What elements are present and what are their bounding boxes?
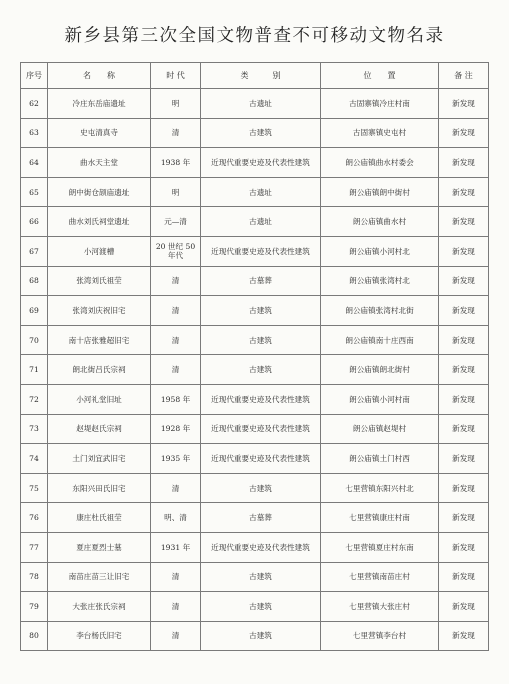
cell-name: 李台杨氏旧宅 [48,621,151,651]
cell-era: 1938 年 [151,148,201,178]
cell-era: 清 [151,266,201,296]
cell-no: 64 [21,148,48,178]
cell-category: 古建筑 [201,621,321,651]
cell-era: 明、清 [151,503,201,533]
cell-note: 新发现 [439,414,489,444]
table-row [21,325,489,355]
cell-note: 新发现 [439,503,489,533]
cell-location: 古固寨镇冷庄村南 [321,89,439,119]
cell-era: 清 [151,562,201,592]
relics-table [20,62,489,651]
header-category: 类 别 [201,63,321,89]
cell-no: 79 [21,592,48,622]
header-name: 名 称 [48,63,151,89]
cell-no: 66 [21,207,48,237]
cell-location: 七里营镇康庄村南 [321,503,439,533]
table-row [21,414,489,444]
cell-note: 新发现 [439,384,489,414]
cell-name: 南苗庄苗三让旧宅 [48,562,151,592]
cell-note: 新发现 [439,325,489,355]
cell-location: 朗公庙镇张湾村北街 [321,296,439,326]
table-row [21,444,489,474]
table-row [21,473,489,503]
cell-location: 七里营镇东阳兴村北 [321,473,439,503]
table-row [21,296,489,326]
cell-location: 朗公庙镇曲水村 [321,207,439,237]
cell-category: 古建筑 [201,592,321,622]
cell-location: 朗公庙镇朗中街村 [321,177,439,207]
cell-era: 清 [151,592,201,622]
header-no: 序号 [21,63,48,89]
cell-name: 朗中街仓颉庙遗址 [48,177,151,207]
cell-name: 史屯清真寺 [48,118,151,148]
cell-category: 近现代重要史迹及代表性建筑 [201,148,321,178]
cell-no: 80 [21,621,48,651]
cell-no: 78 [21,562,48,592]
cell-no: 77 [21,532,48,562]
cell-name: 赵堤赵氏宗祠 [48,414,151,444]
cell-category: 古遗址 [201,207,321,237]
cell-category: 近现代重要史迹及代表性建筑 [201,444,321,474]
cell-category: 古遗址 [201,89,321,119]
cell-category: 古建筑 [201,355,321,385]
cell-name: 南十店张雅超旧宅 [48,325,151,355]
table-row [21,266,489,296]
cell-no: 65 [21,177,48,207]
table-row [21,177,489,207]
cell-category: 古建筑 [201,296,321,326]
cell-era: 1931 年 [151,532,201,562]
cell-location: 七里营镇李台村 [321,621,439,651]
table-row [21,148,489,178]
cell-name: 土门刘宜武旧宅 [48,444,151,474]
cell-name: 大张庄张氏宗祠 [48,592,151,622]
cell-note: 新发现 [439,473,489,503]
cell-era: 明 [151,177,201,207]
cell-location: 七里营镇大张庄村 [321,592,439,622]
cell-category: 古遗址 [201,177,321,207]
cell-era: 清 [151,296,201,326]
cell-category: 古墓葬 [201,503,321,533]
cell-era: 清 [151,473,201,503]
cell-era: 元—清 [151,207,201,237]
cell-note: 新发现 [439,592,489,622]
cell-era: 清 [151,355,201,385]
cell-note: 新发现 [439,236,489,266]
cell-location: 朗公庙镇小河村南 [321,384,439,414]
cell-no: 68 [21,266,48,296]
cell-era: 清 [151,325,201,355]
cell-category: 古建筑 [201,325,321,355]
cell-no: 75 [21,473,48,503]
cell-era: 20 世纪 50 年代 [151,236,201,266]
cell-note: 新发现 [439,207,489,237]
cell-no: 63 [21,118,48,148]
cell-location: 朗公庙镇土门村西 [321,444,439,474]
cell-no: 67 [21,236,48,266]
cell-location: 古固寨镇史屯村 [321,118,439,148]
cell-no: 62 [21,89,48,119]
table-row [21,532,489,562]
table-body [21,89,489,651]
cell-no: 71 [21,355,48,385]
cell-location: 朗公庙镇小河村北 [321,236,439,266]
cell-location: 七里营镇夏庄村东南 [321,532,439,562]
cell-location: 朗公庙镇曲水村委会 [321,148,439,178]
header-location: 位 置 [321,63,439,89]
cell-name: 小河渡槽 [48,236,151,266]
cell-note: 新发现 [439,621,489,651]
cell-note: 新发现 [439,355,489,385]
cell-no: 74 [21,444,48,474]
table-row [21,621,489,651]
cell-note: 新发现 [439,444,489,474]
cell-no: 76 [21,503,48,533]
cell-era: 1935 年 [151,444,201,474]
cell-no: 72 [21,384,48,414]
table-row [21,236,489,266]
table-row [21,89,489,119]
table-row [21,592,489,622]
cell-no: 73 [21,414,48,444]
cell-name: 朗北街吕氏宗祠 [48,355,151,385]
cell-name: 张湾刘氏祖茔 [48,266,151,296]
cell-note: 新发现 [439,266,489,296]
cell-era: 1958 年 [151,384,201,414]
cell-category: 古建筑 [201,473,321,503]
cell-era: 清 [151,621,201,651]
cell-era: 1928 年 [151,414,201,444]
table-header-row [21,63,489,89]
cell-location: 朗公庙镇朗北街村 [321,355,439,385]
cell-no: 69 [21,296,48,326]
cell-category: 古建筑 [201,118,321,148]
table-row [21,207,489,237]
table-row [21,118,489,148]
table-row [21,355,489,385]
cell-name: 张湾刘庆祝旧宅 [48,296,151,326]
cell-category: 近现代重要史迹及代表性建筑 [201,532,321,562]
cell-name: 东阳兴田氏旧宅 [48,473,151,503]
cell-note: 新发现 [439,118,489,148]
cell-name: 冷庄东岳庙遗址 [48,89,151,119]
cell-category: 近现代重要史迹及代表性建筑 [201,236,321,266]
cell-category: 古建筑 [201,562,321,592]
header-note: 备 注 [439,63,489,89]
table-row [21,503,489,533]
cell-name: 曲水天主堂 [48,148,151,178]
cell-category: 近现代重要史迹及代表性建筑 [201,384,321,414]
header-era: 时 代 [151,63,201,89]
cell-era: 清 [151,118,201,148]
cell-name: 夏庄夏烈士墓 [48,532,151,562]
cell-name: 康庄杜氏祖茔 [48,503,151,533]
cell-note: 新发现 [439,177,489,207]
cell-location: 七里营镇南苗庄村 [321,562,439,592]
page-title: 新乡县第三次全国文物普查不可移动文物名录 [64,26,445,46]
cell-note: 新发现 [439,296,489,326]
cell-note: 新发现 [439,532,489,562]
cell-category: 古墓葬 [201,266,321,296]
cell-era: 明 [151,89,201,119]
cell-category: 近现代重要史迹及代表性建筑 [201,414,321,444]
cell-note: 新发现 [439,89,489,119]
cell-location: 朗公庙镇赵堤村 [321,414,439,444]
cell-location: 朗公庙镇张湾村北 [321,266,439,296]
cell-note: 新发现 [439,562,489,592]
cell-name: 小河礼堂旧址 [48,384,151,414]
table-row [21,384,489,414]
cell-no: 70 [21,325,48,355]
cell-note: 新发现 [439,148,489,178]
cell-name: 曲水刘氏祠堂遗址 [48,207,151,237]
cell-location: 朗公庙镇南十庄西南 [321,325,439,355]
table-row [21,562,489,592]
